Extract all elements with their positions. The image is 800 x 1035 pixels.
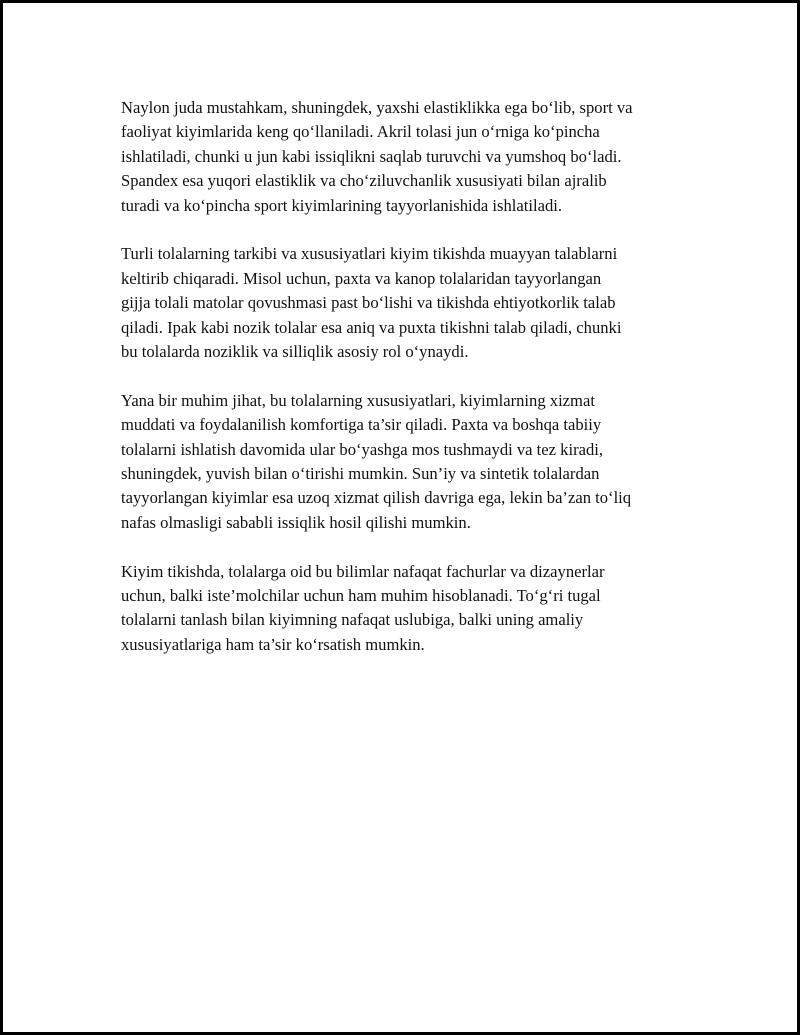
text-line: tolalarni ishlatish davomida ular bo‘yashga mos tushmaydi va tez kiradi,: [121, 439, 604, 459]
text-line: faoliyat kiyimlarida keng qo‘llaniladi. Akril tolasi jun o‘rniga ko‘pincha: [121, 122, 600, 142]
text-line: bu tolalarda noziklik va silliqlik asosiy rol o‘ynaydi.: [121, 342, 469, 362]
text-line: Spandex esa yuqori elastiklik va cho‘ziluvchanlik xususiyati bilan ajralib: [121, 171, 607, 191]
text-line: muddati va foydalanilish komfortiga ta’sir qiladi. Paxta va boshqa tabiiy: [121, 415, 602, 435]
text-line: Naylon juda mustahkam, shuningdek, yaxshi elastiklikka ega bo‘lib, sport va: [121, 98, 633, 117]
text-line: keltirib chiqaradi. Misol uchun, paxta va kanop tolalaridan tayyorlangan: [121, 268, 602, 288]
paragraph-2: [121, 242, 701, 364]
text-line: xususiyatlariga ham ta’sir ko‘rsatish mumkin.: [121, 634, 425, 654]
text-line: tolalarni tanlash bilan kiyimning nafaqat uslubiga, balki uning amaliy: [121, 610, 584, 630]
document-body: [121, 96, 701, 682]
text-line: turadi va ko‘pincha sport kiyimlarining tayyorlanishida ishlatiladi.: [121, 195, 563, 215]
text-line: nafas olmasligi sababli issiqlik hosil qilishi mumkin.: [121, 512, 471, 532]
text-line: shuningdek, yuvish bilan o‘tirishi mumkin. Sun’iy va sintetik tolalardan: [121, 464, 600, 484]
text-line: qiladi. Ipak kabi nozik tolalar esa aniq va puxta tikishni talab qiladi, chunki: [121, 317, 622, 337]
text-line: gijja tolali matolar qovushmasi past bo‘lishi va tikishda ehtiyotkorlik talab: [121, 293, 616, 313]
paragraph-3: [121, 389, 701, 535]
paragraph-4: [121, 560, 701, 658]
text-line: Kiyim tikishda, tolalarga oid bu bilimlar nafaqat fachurlar va dizaynerlar: [121, 561, 605, 581]
text-line: Turli tolalarning tarkibi va xususiyatlari kiyim tikishda muayyan talablarni: [121, 244, 618, 264]
text-line: Yana bir muhim jihat, bu tolalarning xususiyatlari, kiyimlarning xizmat: [121, 390, 595, 410]
text-line: tayyorlangan kiyimlar esa uzoq xizmat qilish davriga ega, lekin ba’zan to‘liq: [121, 488, 632, 508]
text-line: uchun, balki iste’molchilar uchun ham muhim hisoblanadi. To‘g‘ri tugal: [121, 586, 601, 606]
text-line: ishlatiladi, chunki u jun kabi issiqlikni saqlab turuvchi va yumshoq bo‘ladi.: [121, 146, 622, 166]
paragraph-1: [121, 96, 701, 218]
